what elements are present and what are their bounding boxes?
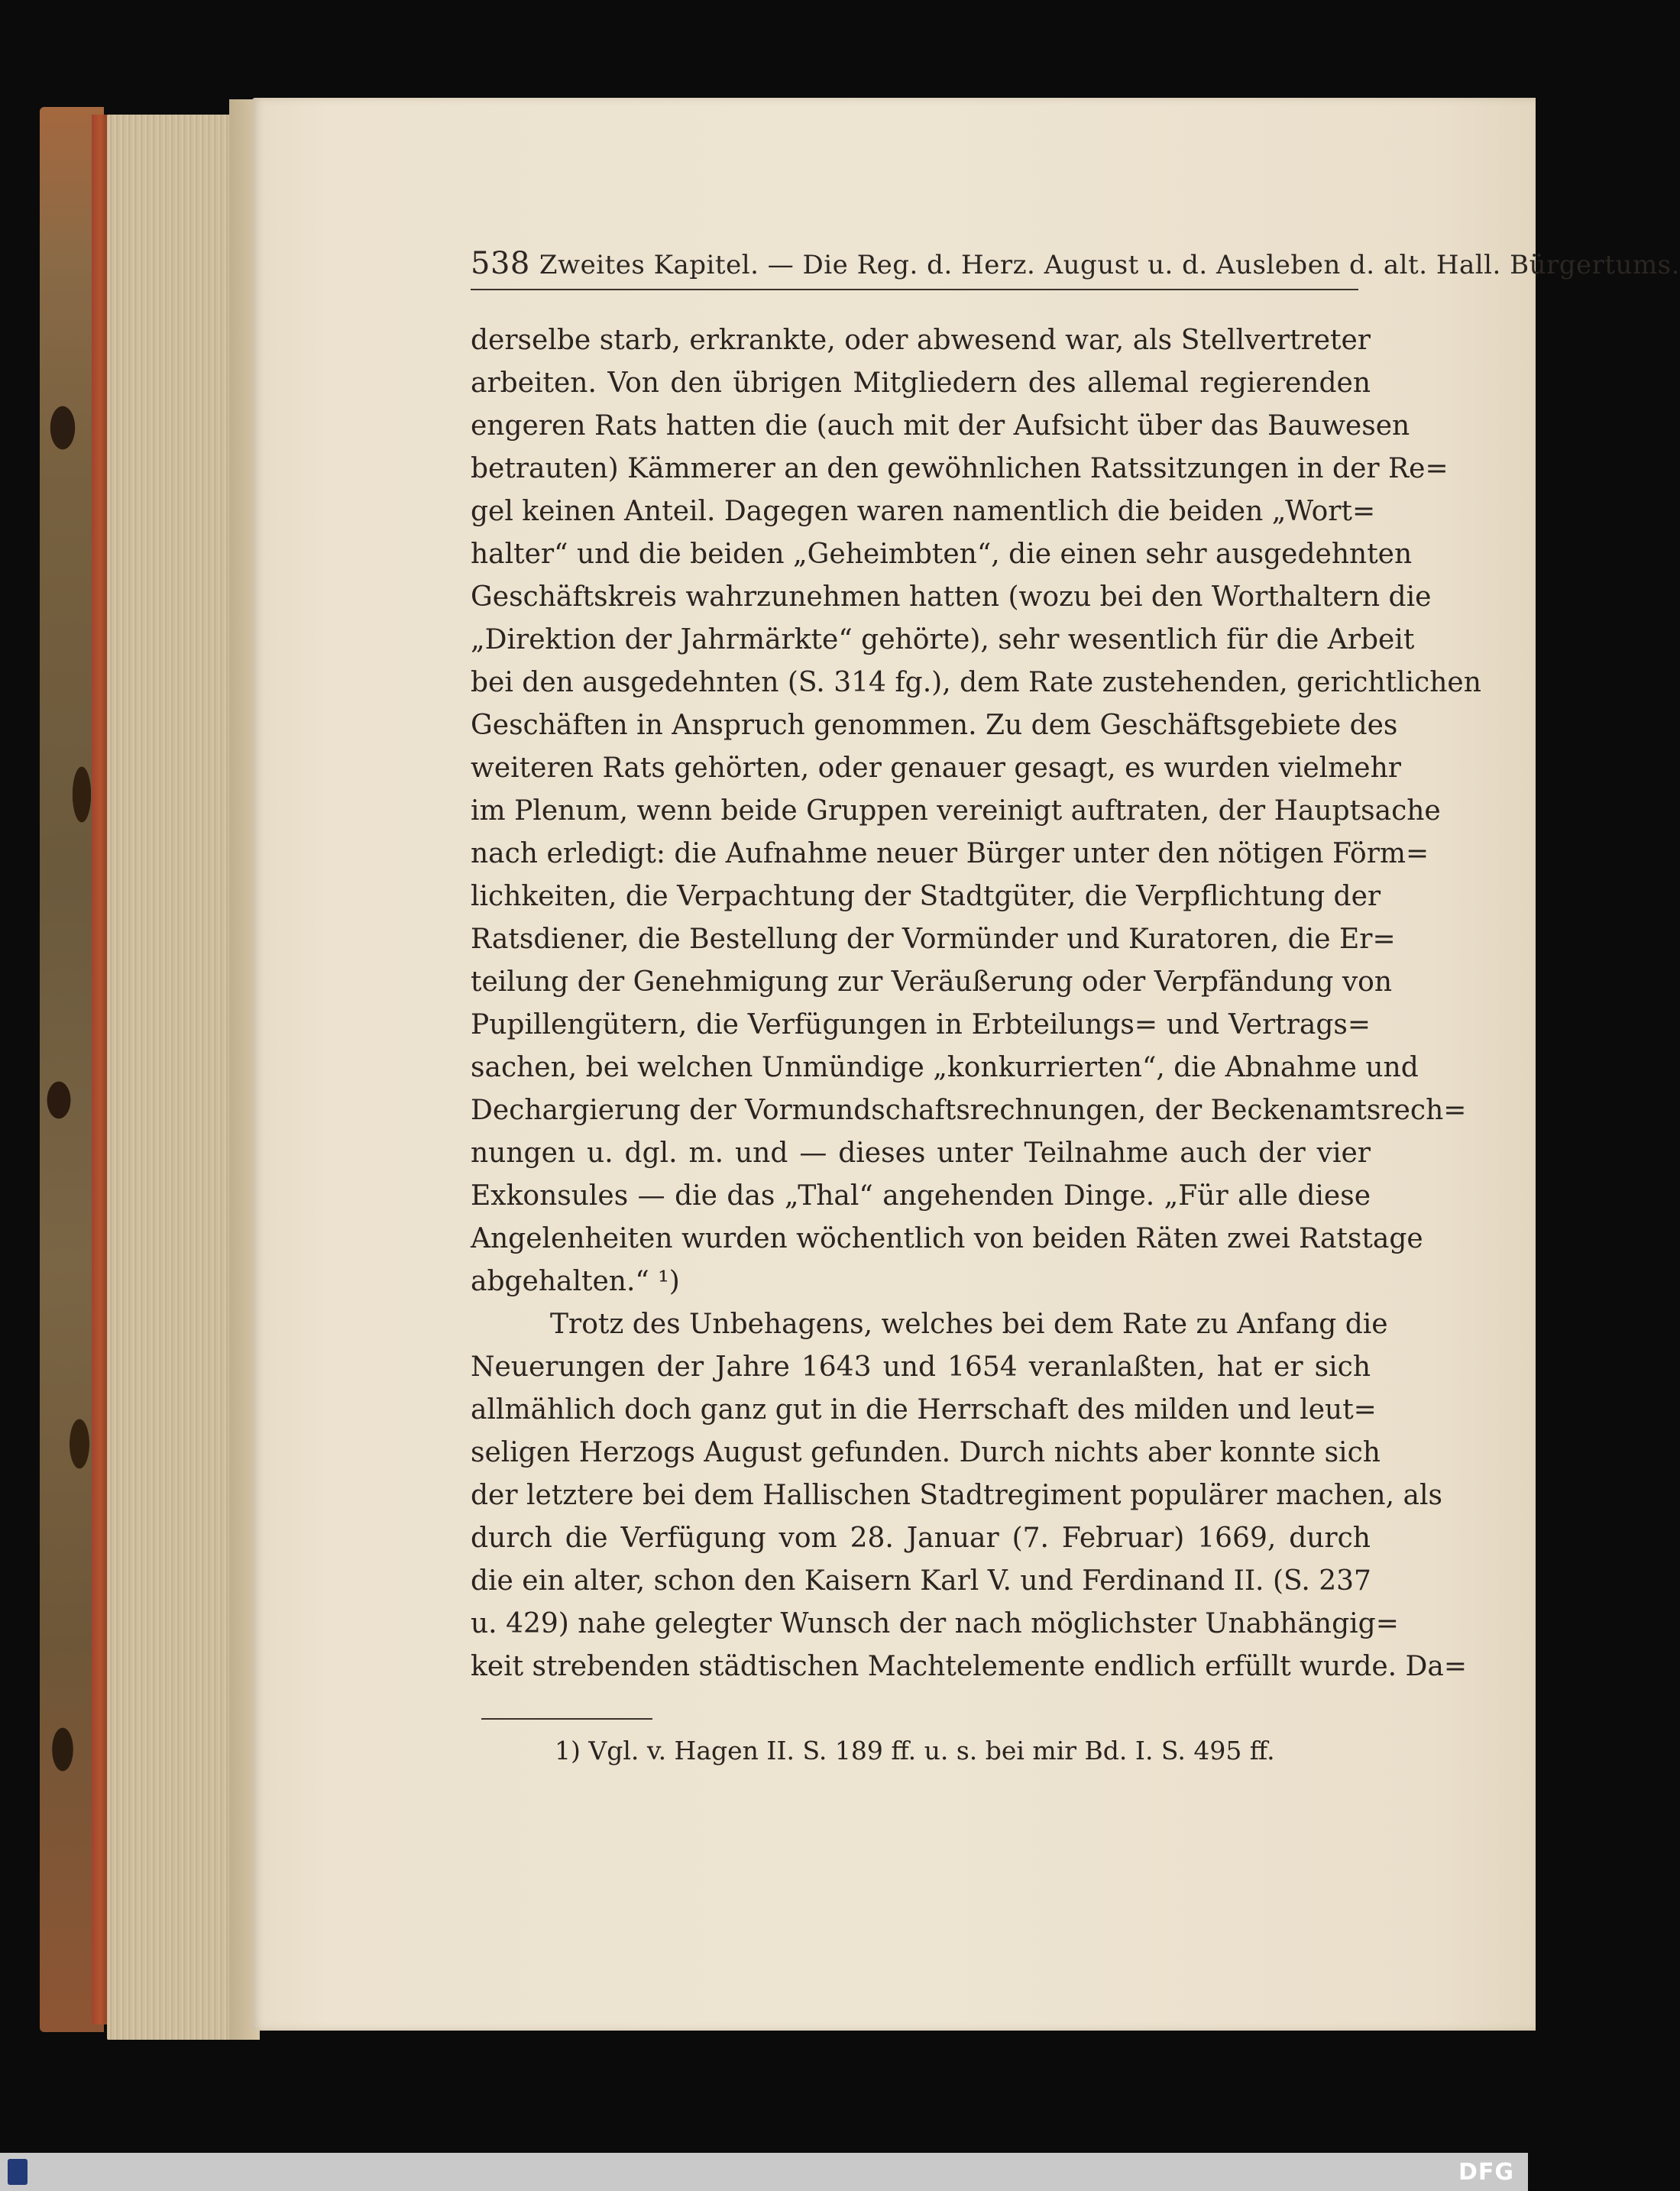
text-line: betrauten) Kämmerer an den gewöhnlichen Ratssitzungen in der Re= bbox=[471, 453, 1449, 484]
text-line: allmählich doch ganz gut in die Herrschaft des milden und leut= bbox=[471, 1394, 1377, 1426]
viewer-footer bbox=[0, 2153, 1528, 2191]
body-text bbox=[471, 319, 1481, 1688]
text-line: keit strebenden städtischen Machtelemente endlich erfüllt wurde. Da= bbox=[471, 1651, 1468, 1682]
footnote: 1) Vgl. v. Hagen II. S. 189 ff. u. s. bei mir Bd. I. S. 495 ff. bbox=[555, 1736, 1275, 1765]
text-line: teilung der Genehmigung zur Veräußerung oder Verpfändung von bbox=[471, 966, 1393, 998]
text-line: sachen, bei welchen Unmündige „konkurrierten“, die Abnahme und bbox=[471, 1052, 1419, 1083]
running-head-title: Zweites Kapitel. — Die Reg. d. Herz. August u. d. Ausleben d. alt. Hall. Bürgertums. bbox=[539, 250, 1680, 280]
running-head bbox=[471, 246, 1680, 281]
text-line: u. 429) nahe gelegter Wunsch der nach möglichster Unabhängig= bbox=[471, 1608, 1399, 1639]
text-line: gel keinen Anteil. Dagegen waren namentlich die beiden „Wort= bbox=[471, 496, 1376, 527]
text-line: der letztere bei dem Hallischen Stadtregiment populärer machen, als bbox=[471, 1480, 1442, 1511]
text-line: die ein alter, schon den Kaisern Karl V. und Ferdinand II. (S. 237 bbox=[471, 1565, 1371, 1597]
text-line: Dechargierung der Vormundschaftsrechnungen, der Beckenamtsrech= bbox=[471, 1095, 1467, 1126]
text-line: bei den ausgedehnten (S. 314 fg.), dem Rate zustehenden, gerichtlichen bbox=[471, 667, 1481, 698]
dfg-logo: DFG bbox=[1458, 2159, 1514, 2186]
text-line: engeren Rats hatten die (auch mit der Aufsicht über das Bauwesen bbox=[471, 410, 1410, 442]
text-line: Angelenheiten wurden wöchentlich von beiden Räten zwei Ratstage bbox=[471, 1223, 1423, 1254]
text-line: Neuerungen der Jahre 1643 und 1654 veranlaßten, hat er sich bbox=[471, 1351, 1371, 1383]
footnote-rule bbox=[481, 1718, 652, 1720]
binding-edge bbox=[92, 115, 108, 2024]
text-line: nach erledigt: die Aufnahme neuer Bürger unter den nötigen Förm= bbox=[471, 838, 1429, 869]
text-line: „Direktion der Jahrmärkte“ gehörte), sehr wesentlich für die Arbeit bbox=[471, 624, 1415, 655]
text-line: Exkonsules — die das „Thal“ angehenden Dinge. „Für alle diese bbox=[471, 1180, 1371, 1212]
page-number: 538 bbox=[471, 246, 530, 281]
text-line: weiteren Rats gehörten, oder genauer gesagt, es wurden vielmehr bbox=[471, 752, 1402, 784]
text-line: halter“ und die beiden „Geheimbten“, die einen sehr ausgedehnten bbox=[471, 539, 1413, 570]
text-line: Pupillengütern, die Verfügungen in Erbteilungs= und Vertrags= bbox=[471, 1009, 1371, 1040]
text-line: lichkeiten, die Verpachtung der Stadtgüter, die Verpflichtung der bbox=[471, 881, 1381, 912]
text-line: seligen Herzogs August gefunden. Durch nichts aber konnte sich bbox=[471, 1437, 1381, 1468]
library-logo-icon bbox=[8, 2159, 28, 2185]
text-line: derselbe starb, erkrankte, oder abwesend war, als Stellvertreter bbox=[471, 325, 1371, 356]
text-line: arbeiten. Von den übrigen Mitgliedern des allemal regierenden bbox=[471, 367, 1371, 399]
text-line: durch die Verfügung vom 28. Januar (7. Februar) 1669, durch bbox=[471, 1523, 1371, 1554]
text-line: Geschäften in Anspruch genommen. Zu dem Geschäftsgebiete des bbox=[471, 710, 1398, 741]
text-line: Ratsdiener, die Bestellung der Vormünder und Kuratoren, die Er= bbox=[471, 924, 1396, 955]
paragraph-start: Trotz des Unbehagens, welches bei dem Rate zu Anfang die bbox=[550, 1309, 1388, 1340]
text-line: im Plenum, wenn beide Gruppen vereinigt auftraten, der Hauptsache bbox=[471, 795, 1441, 827]
text-line: nungen u. dgl. m. und — dieses unter Teilnahme auch der vier bbox=[471, 1138, 1371, 1169]
text-line: abgehalten.“ ¹) bbox=[471, 1266, 680, 1297]
running-head-rule bbox=[471, 289, 1358, 290]
text-line: Geschäftskreis wahrzunehmen hatten (wozu bei den Worthaltern die bbox=[471, 581, 1432, 613]
